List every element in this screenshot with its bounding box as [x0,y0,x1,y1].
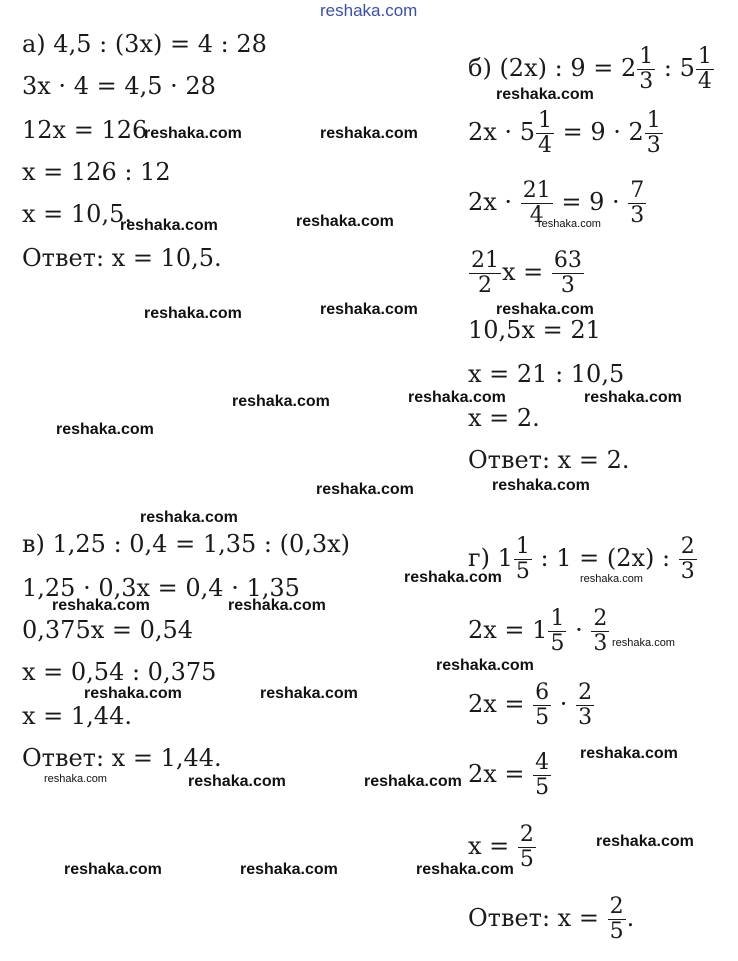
fraction: $\frac{1}{3}$ [639,44,654,94]
site-header: reshaka.com [320,1,418,20]
part-b-line-4: 10,5x = 21 [468,316,601,344]
watermark: reshaka.com [496,301,594,318]
part-v-line-5: x = 1,44. [22,702,132,730]
fraction: $\frac{1}{4}$ [697,44,712,94]
watermark: reshaka.com [580,745,678,762]
watermark: reshaka.com [144,305,242,322]
watermark: reshaka.com [144,125,242,142]
part-b-line-6: x = 2. [468,404,540,432]
watermark: reshaka.com [228,597,326,614]
watermark: reshaka.com [316,481,414,498]
fraction: $\frac{2}{3}$ [593,606,608,656]
fraction: $\frac{1}{4}$ [537,108,552,158]
fraction: $\frac{1}{3}$ [646,108,661,158]
part-b-title: б) (2x) : 9 = 2 $\frac{1}{3}$ : 5 $\frac{1}{4}$ [468,44,712,94]
fraction: $\frac{2}{5}$ [519,822,534,872]
part-b-line-2: 2x · $\frac{21}{4}$ = 9 · $\frac{7}{3}$ [468,178,645,228]
watermark: reshaka.com [408,389,506,406]
part-a-line-3: 12x = 126 [22,116,148,144]
watermark: reshaka.com [140,509,238,526]
part-b-line-3: $\frac{21}{2}$ x = $\frac{63}{3}$ [471,248,582,298]
fraction: $\frac{2}{3}$ [578,680,593,730]
part-a-line-1: а) 4,5 : (3x) = 4 : 28 [22,30,267,58]
watermark: reshaka.com [538,218,601,230]
watermark: reshaka.com [84,685,182,702]
part-b-line-5: x = 21 : 10,5 [468,360,625,388]
part-v-line-4: x = 0,54 : 0,375 [22,658,217,686]
watermark: reshaka.com [320,125,418,142]
part-g-line-4: x = $\frac{2}{5}$ [468,822,534,872]
part-g-line-2: 2x = $\frac{6}{5}$ · $\frac{2}{3}$ [468,680,593,730]
part-a-line-2: 3x · 4 = 4,5 · 28 [22,72,216,100]
fraction: $\frac{6}{5}$ [535,680,550,730]
watermark: reshaka.com [296,213,394,230]
watermark: reshaka.com [416,861,514,878]
watermark: reshaka.com [404,569,502,586]
watermark: reshaka.com [580,573,643,585]
part-g-line-3: 2x = $\frac{4}{5}$ [468,750,550,800]
watermark: reshaka.com [320,301,418,318]
watermark: reshaka.com [496,86,594,103]
part-a-answer: Ответ: x = 10,5. [22,244,222,272]
part-b-line-1: 2x · 5 $\frac{1}{4}$ = 9 · 2 $\frac{1}{3}$ [468,108,661,158]
part-g-line-1: 2x = 1 $\frac{1}{5}$ · $\frac{2}{3}$ [468,606,608,656]
part-a-line-4: x = 126 : 12 [22,158,171,186]
watermark: reshaka.com [612,637,675,649]
watermark: reshaka.com [120,217,218,234]
fraction: $\frac{1}{5}$ [550,606,565,656]
part-v-answer: Ответ: x = 1,44. [22,744,222,772]
watermark: reshaka.com [232,393,330,410]
watermark: reshaka.com [584,389,682,406]
fraction: $\frac{1}{5}$ [515,534,530,584]
watermark: reshaka.com [240,861,338,878]
part-v-line-1: в) 1,25 : 0,4 = 1,35 : (0,3x) [22,530,351,558]
watermark: reshaka.com [436,657,534,674]
part-a-line-5: x = 10,5. [22,200,132,228]
watermark: reshaka.com [44,773,107,785]
watermark: reshaka.com [52,597,150,614]
fraction: $\frac{21}{4}$ [522,178,551,228]
watermark: reshaka.com [188,773,286,790]
part-g-title: г) 1 $\frac{1}{5}$ : 1 = (2x) : $\frac{2}{3}$ [468,534,695,584]
part-g-answer: Ответ: x = $\frac{2}{5}$ . [468,894,635,944]
fraction: $\frac{4}{5}$ [535,750,550,800]
watermark: reshaka.com [260,685,358,702]
fraction: $\frac{21}{2}$ [471,248,499,298]
fraction: $\frac{2}{5}$ [609,894,624,944]
fraction: $\frac{7}{3}$ [630,178,645,228]
watermark: reshaka.com [64,861,162,878]
watermark: reshaka.com [596,833,694,850]
part-v-line-3: 0,375x = 0,54 [22,616,194,644]
fraction: $\frac{63}{3}$ [553,248,582,298]
watermark: reshaka.com [364,773,462,790]
part-b-answer: Ответ: x = 2. [468,446,630,474]
part-v-line-2: 1,25 · 0,3x = 0,4 · 1,35 [22,574,300,602]
watermark: reshaka.com [56,421,154,438]
fraction: $\frac{2}{3}$ [680,534,695,584]
watermark: reshaka.com [492,477,590,494]
